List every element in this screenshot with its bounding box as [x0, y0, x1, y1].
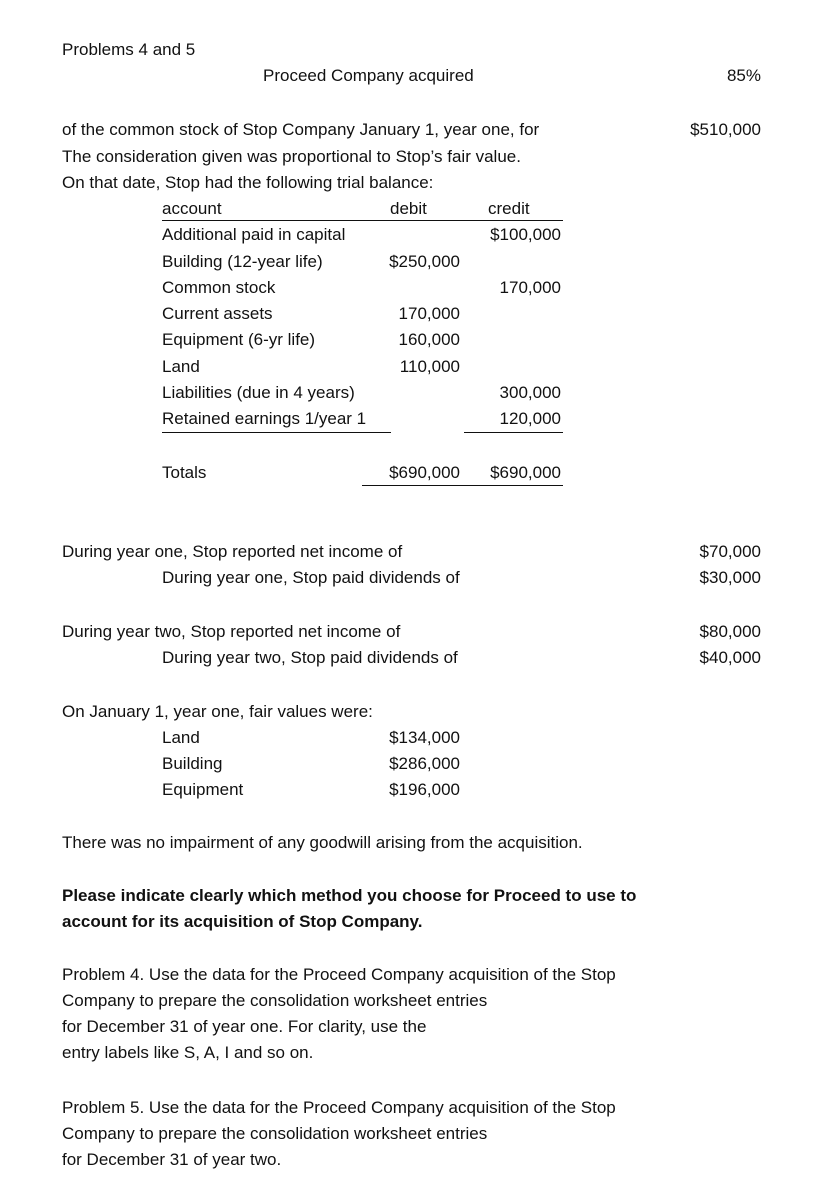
tb-debit: $250,000: [389, 252, 460, 271]
tb-credit: 300,000: [499, 383, 561, 402]
year-one-income-label: During year one, Stop reported net income of: [62, 542, 403, 561]
tb-credit: 120,000: [499, 409, 561, 428]
intro-line-2: The consideration given was proportional to Stop’s fair value.: [62, 147, 521, 166]
fair-value-label: Land: [162, 728, 200, 747]
fair-value-label: Building: [162, 754, 223, 773]
problem4-line-3: for December 31 of year one. For clarity, use the: [62, 1017, 427, 1036]
ownership-percent: 85%: [726, 66, 761, 85]
tb-account: Retained earnings 1/year 1: [162, 409, 367, 428]
fair-value-amount: $196,000: [389, 780, 460, 799]
totals-debit: $690,000: [389, 463, 460, 482]
totals-credit: $690,000: [490, 463, 561, 482]
tb-account: Equipment (6-yr life): [162, 330, 316, 349]
tb-debit: 160,000: [398, 330, 460, 349]
fair-value-amount: $134,000: [389, 728, 460, 747]
tb-account: Additional paid in capital: [162, 225, 346, 244]
fair-value-amount: $286,000: [389, 754, 460, 773]
tb-account: Building (12-year life): [162, 252, 323, 271]
retained-earnings-underline: [162, 432, 391, 433]
instruction-line-1: Please indicate clearly which method you choose for Proceed to use to: [62, 886, 637, 905]
fair-value-label: Equipment: [162, 780, 244, 799]
heading: Problems 4 and 5: [62, 40, 196, 59]
purchase-price: $510,000: [690, 120, 761, 139]
tb-debit: 170,000: [398, 304, 460, 323]
year-two-dividends-label: During year two, Stop paid dividends of: [162, 648, 458, 667]
header-underline: [162, 220, 563, 221]
instruction-line-2: account for its acquisition of Stop Company.: [62, 912, 423, 931]
problem4-line-1: Problem 4. Use the data for the Proceed Company acquisition of the Stop: [62, 965, 616, 984]
year-two-income-value: $80,000: [699, 622, 761, 641]
intro-line-1: of the common stock of Stop Company January 1, year one, for: [62, 120, 540, 139]
col-header-debit: debit: [390, 199, 427, 218]
problem4-line-4: entry labels like S, A, I and so on.: [62, 1043, 314, 1062]
problem5-line-3: for December 31 of year two.: [62, 1150, 282, 1169]
tb-account: Liabilities (due in 4 years): [162, 383, 355, 402]
year-two-income-label: During year two, Stop reported net income of: [62, 622, 401, 641]
col-header-credit: credit: [488, 199, 530, 218]
tb-credit: $100,000: [490, 225, 561, 244]
col-header-account: account: [162, 199, 222, 218]
problem5-line-2: Company to prepare the consolidation worksheet entries: [62, 1124, 488, 1143]
intro-line-3: On that date, Stop had the following trial balance:: [62, 173, 434, 192]
tb-credit: 170,000: [499, 278, 561, 297]
fair-values-intro: On January 1, year one, fair values were:: [62, 702, 373, 721]
tb-debit: 110,000: [399, 357, 460, 376]
tb-account: Current assets: [162, 304, 273, 323]
year-two-dividends-value: $40,000: [699, 648, 761, 667]
tb-account: Land: [162, 357, 200, 376]
acquired-line: Proceed Company acquired: [263, 66, 474, 85]
totals-underline: [362, 485, 563, 486]
year-one-dividends-value: $30,000: [699, 568, 761, 587]
problem4-line-2: Company to prepare the consolidation worksheet entries: [62, 991, 488, 1010]
credit-column-underline: [464, 432, 563, 433]
year-one-dividends-label: During year one, Stop paid dividends of: [162, 568, 460, 587]
totals-label: Totals: [162, 463, 207, 482]
goodwill-note: There was no impairment of any goodwill arising from the acquisition.: [62, 833, 583, 852]
year-one-income-value: $70,000: [699, 542, 761, 561]
tb-account: Common stock: [162, 278, 276, 297]
problem5-line-1: Problem 5. Use the data for the Proceed Company acquisition of the Stop: [62, 1098, 616, 1117]
